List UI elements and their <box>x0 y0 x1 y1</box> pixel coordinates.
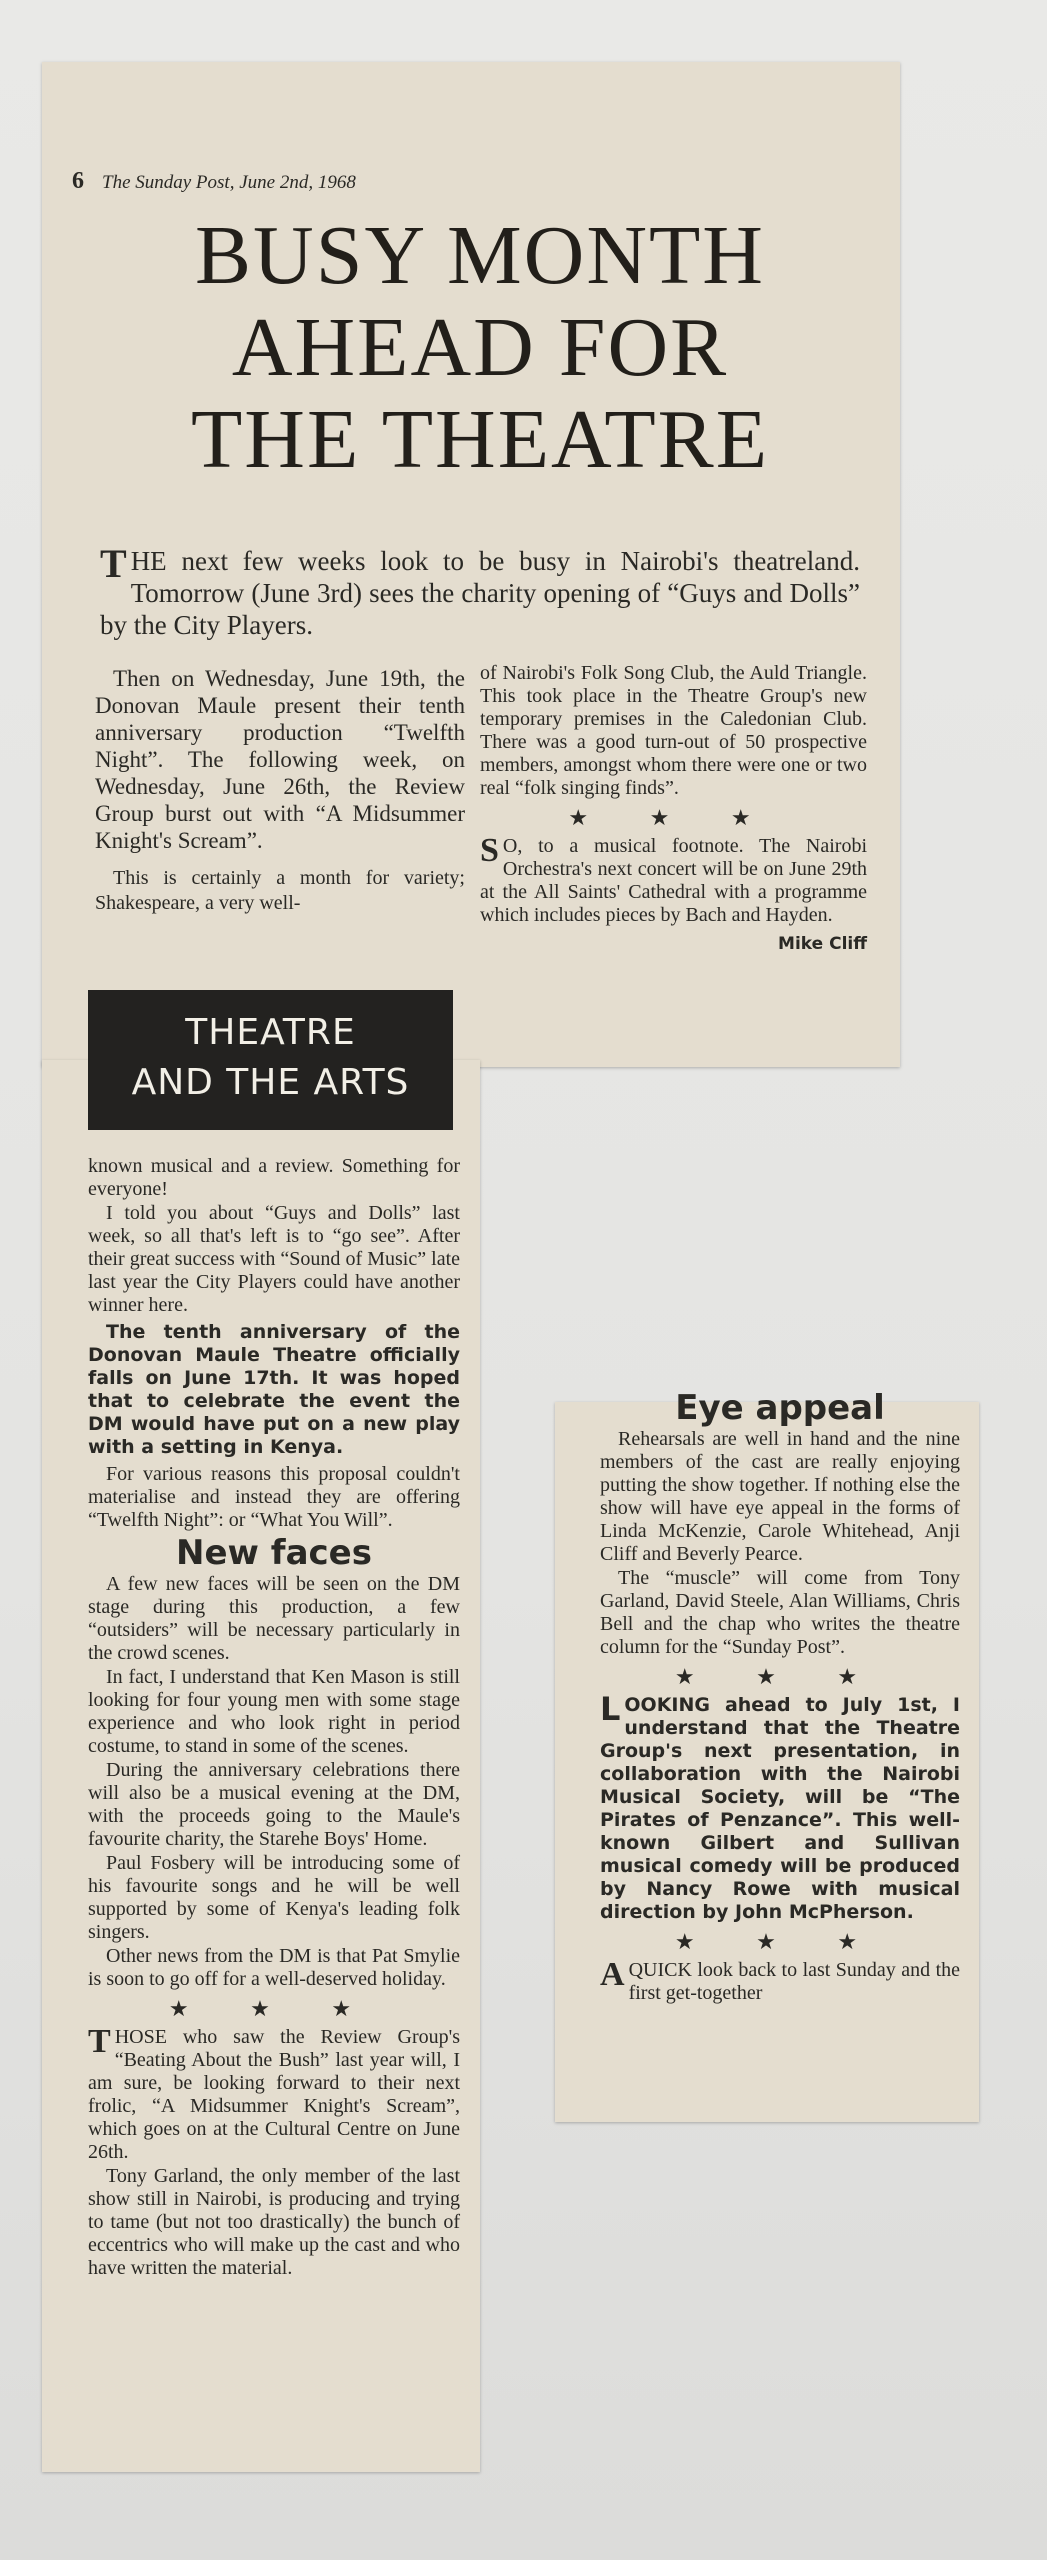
paragraph: In fact, I understand that Ken Mason is still looking for four young men with some stage experience and who look right in period costume, to stand in some of the scenes. <box>88 1666 460 1757</box>
left-column-body <box>88 1155 460 2281</box>
paragraph: Other news from the DM is that Pat Smylie is soon to go off for a well-deserved holiday. <box>88 1945 460 1990</box>
quick-dropcap: A <box>600 1956 625 1993</box>
byline: Mike Cliff <box>778 934 867 954</box>
paragraph: Then on Wednesday, June 19th, the Donovan Maule present their tenth anniversary production “Twelfth Night”. The following week, on Wednesday, June 26th, the Review Group burst out with “A Midsummer Knight's Scream”. <box>95 666 465 853</box>
dateline <box>72 168 356 195</box>
paragraph: Paul Fosbery will be introducing some of his favourite songs and he will be well supported by some of Kenya's leading folk singers. <box>88 1852 460 1943</box>
star-divider: ★ ★ ★ <box>568 805 779 830</box>
right-column-top <box>480 662 867 956</box>
paragraph: The “muscle” will come from Tony Garland, David Steele, Alan Williams, Chris Bell and the chap who writes the theatre column for the “Sunday Post”. <box>600 1567 960 1658</box>
looking-dropcap: L <box>600 1690 621 1728</box>
footnote-paragraph <box>480 832 867 927</box>
paragraph: Tony Garland, the only member of the last show still in Nairobi, is producing and trying to tame (but not too drastically) the bunch of eccentrics who will make up the cast and who have written the material. <box>88 2165 460 2279</box>
paragraph: I told you about “Guys and Dolls” last week, so all that's left is to “go see”. After their great success with “Sound of Music” late last year the City Players could have another winner here. <box>88 1202 460 1316</box>
banner-line-1: THEATRE <box>185 1012 356 1053</box>
star-divider: ★ ★ ★ <box>674 1664 886 1689</box>
headline <box>100 210 860 486</box>
lead-text: HE next few weeks look to be busy in Nairobi's theatreland. Tomorrow (June 3rd) sees the charity opening of “Guys and Dolls” by the City Players. <box>100 546 860 640</box>
left-column-top <box>95 665 465 917</box>
footnote-dropcap: S <box>480 832 499 869</box>
review-dropcap: T <box>88 2023 111 2060</box>
bold-paragraph: The tenth anniversary of the Donovan Maule Theatre officially falls on June 17th. It was hoped that to celebrate the event the DM would have put on a new play with a setting in Kenya. <box>88 1321 460 1458</box>
dateline-text: The Sunday Post, June 2nd, 1968 <box>102 172 356 193</box>
eye-appeal-heading: Eye appeal <box>675 1388 885 1428</box>
paragraph: known musical and a review. Something for everyone! <box>88 1155 460 1200</box>
paragraph: A few new faces will be seen on the DM stage during this production, a few “outsiders” will be necessary particularly in the crowd scenes. <box>88 1573 460 1664</box>
quick-paragraph <box>600 1956 960 2005</box>
star-divider: ★ ★ ★ <box>168 1996 380 2021</box>
paragraph: This is certainly a month for variety; Shakespeare, a very well- <box>95 867 465 914</box>
paragraph: During the anniversary celebrations there will also be a musical evening at the DM, with the proceeds going to the Maule's favourite charity, the Starehe Boys' Home. <box>88 1759 460 1850</box>
star-divider: ★ ★ ★ <box>674 1929 886 1954</box>
headline-line-3: THE THEATRE <box>190 393 770 486</box>
eye-appeal-column <box>600 1388 960 2006</box>
page-number: 6 <box>72 168 84 194</box>
new-faces-heading: New faces <box>176 1533 372 1573</box>
headline-line-2: AHEAD FOR <box>231 301 729 394</box>
paragraph: Rehearsals are well in hand and the nine members of the cast are really enjoying putting the show together. If nothing else the show will have eye appeal in the forms of Linda McKenzie, Carole Whitehead, Anji Cliff and Beverly Pearce. <box>600 1428 960 1565</box>
banner-line-2: AND THE ARTS <box>131 1062 410 1103</box>
paragraph: of Nairobi's Folk Song Club, the Auld Triangle. This took place in the Theatre Group's new temporary premises in the Caledonian Club. There was a good turn-out of 50 prospective members, amongst whom there were one or two real “folk singing finds”. <box>480 662 867 799</box>
looking-paragraph <box>600 1690 960 1924</box>
lead-paragraph <box>100 541 860 641</box>
review-text: HOSE who saw the Review Group's “Beating About the Bush” last year will, I am sure, be looking forward to their next frolic, “A Midsummer Knight's Scream”, which goes on at the Cultural Centre on June 26th. <box>88 2026 460 2163</box>
column-banner <box>88 990 453 1130</box>
review-group-paragraph <box>88 2023 460 2164</box>
headline-line-1: BUSY MONTH <box>195 209 765 302</box>
quick-text: QUICK look back to last Sunday and the first get-together <box>628 1959 960 2004</box>
looking-text: OOKING ahead to July 1st, I understand that the Theatre Group's next presentation, in collaboration with the Nairobi Musical Society, will be “The Pirates of Penzance”. This well-known Gilbert and Sullivan musical comedy will be produced by Nancy Rowe with musical direction by John McPherson. <box>600 1694 960 1923</box>
lead-dropcap: T <box>100 541 127 586</box>
paragraph: For various reasons this proposal couldn't materialise and instead they are offering “Twelfth Night”: or “What You Will”. <box>88 1463 460 1531</box>
footnote-text: O, to a musical footnote. The Nairobi Orchestra's next concert will be on June 29th at the All Saints' Cathedral with a programme which includes pieces by Bach and Hayden. <box>480 835 867 926</box>
